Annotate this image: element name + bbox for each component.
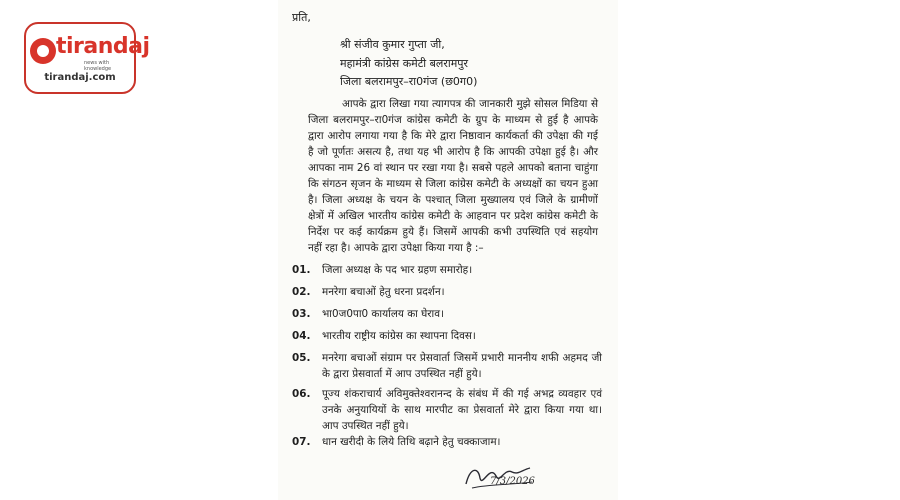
list-item-number: 03. xyxy=(292,308,311,320)
list-item-text: मनरेगा बचाओं संग्राम पर प्रेसवार्ता जिसमें प्रभारी माननीय शफी अहमद जी के द्वारा प्रेसवार्ता में आप उपस्थित नहीं हुये। xyxy=(322,352,602,380)
list-item-number: 04. xyxy=(292,330,311,342)
list-item-number: 07. xyxy=(292,436,311,448)
recipient-location: जिला बलरामपुर–रा0गंज (छ0ग0) xyxy=(340,75,478,88)
list-item-text: मनरेगा बचाओं हेतु धरना प्रदर्शन। xyxy=(322,286,445,298)
logo-brand: tirandaj xyxy=(56,34,150,59)
list-item-text: पूज्य शंकराचार्य अविमुक्तेश्वरानन्द के संबंध में की गई अभद्र व्यवहार एवं उनके अनुयायियों के साथ मारपीट का प्रेसवार्ता मेरे द्वारा किया गया था। आप उपस्थित नहीं हुये। xyxy=(322,388,602,432)
list-item-number: 06. xyxy=(292,388,311,400)
recipient-name: श्री संजीव कुमार गुप्ता जी, xyxy=(340,38,445,51)
list-item-text: जिला अध्यक्ष के पद भार ग्रहण समारोह। xyxy=(322,264,473,276)
site-logo[interactable] xyxy=(24,22,150,94)
signature-date: 7/3/2026 xyxy=(490,476,535,487)
recipient-designation: महामंत्री कांग्रेस कमेटी बलरामपुर xyxy=(340,57,469,70)
list-item-number: 01. xyxy=(292,264,311,276)
list-item-text: धान खरीदी के लिये तिथि बढ़ाने हेतु चक्काजाम। xyxy=(322,436,501,448)
list-item-number: 02. xyxy=(292,286,311,298)
logo-tagline: news with knowledge xyxy=(84,60,112,72)
list-item-number: 05. xyxy=(292,352,311,364)
logo-mark-icon xyxy=(30,38,56,64)
right-margin xyxy=(618,0,900,500)
letter-salutation: प्रति, xyxy=(292,11,311,24)
list-item-text: भारतीय राष्ट्रीय कांग्रेस का स्थापना दिवस। xyxy=(322,330,476,342)
letter-body: आपके द्वारा लिखा गया त्यागपत्र की जानकारी मुझे सोसल मिडिया से जिला बलरामपुर–रा0गंज कांग्रेस कमेटी के ग्रुप के माध्यम से हुई है आपके द्वारा आरोप लगाया गया है कि मेरे द्वारा निष्ठावान कार्यकर्ता की उपेक्षा की गई है जो पूर्णतः असत्य है, तथा यह भी आरोप है कि आपकी उपेक्षा हुई है। और आपका नाम 26 वां स्थान पर रखा गया है। सबसे पहले आपको बताना चाहुंगा कि संगठन सृजन के माध्यम से जिला कांग्रेस कमेटी के अध्यक्षों का चयन हुआ है। जिला अध्यक्ष के चयन के पश्चात् जिला मुख्यालय एवं जिले के ग्रामीणों क्षेत्रों में अखिल भारतीय कांग्रेस कमेटी के आहवान पर प्रदेश कांग्रेस कमेटी के निर्देश पर कई कार्यक्रम हुये हैं। जिसमें आपकी कभी उपस्थिति एवं सहयोग नहीं रहा है। आपके द्वारा उपेक्षा किया गया है :– xyxy=(308,98,598,254)
logo-site: tirandaj.com xyxy=(44,72,116,83)
list-item-text: भा0ज0पा0 कार्यालय का घेराव। xyxy=(322,308,444,320)
letter-page xyxy=(278,0,618,500)
